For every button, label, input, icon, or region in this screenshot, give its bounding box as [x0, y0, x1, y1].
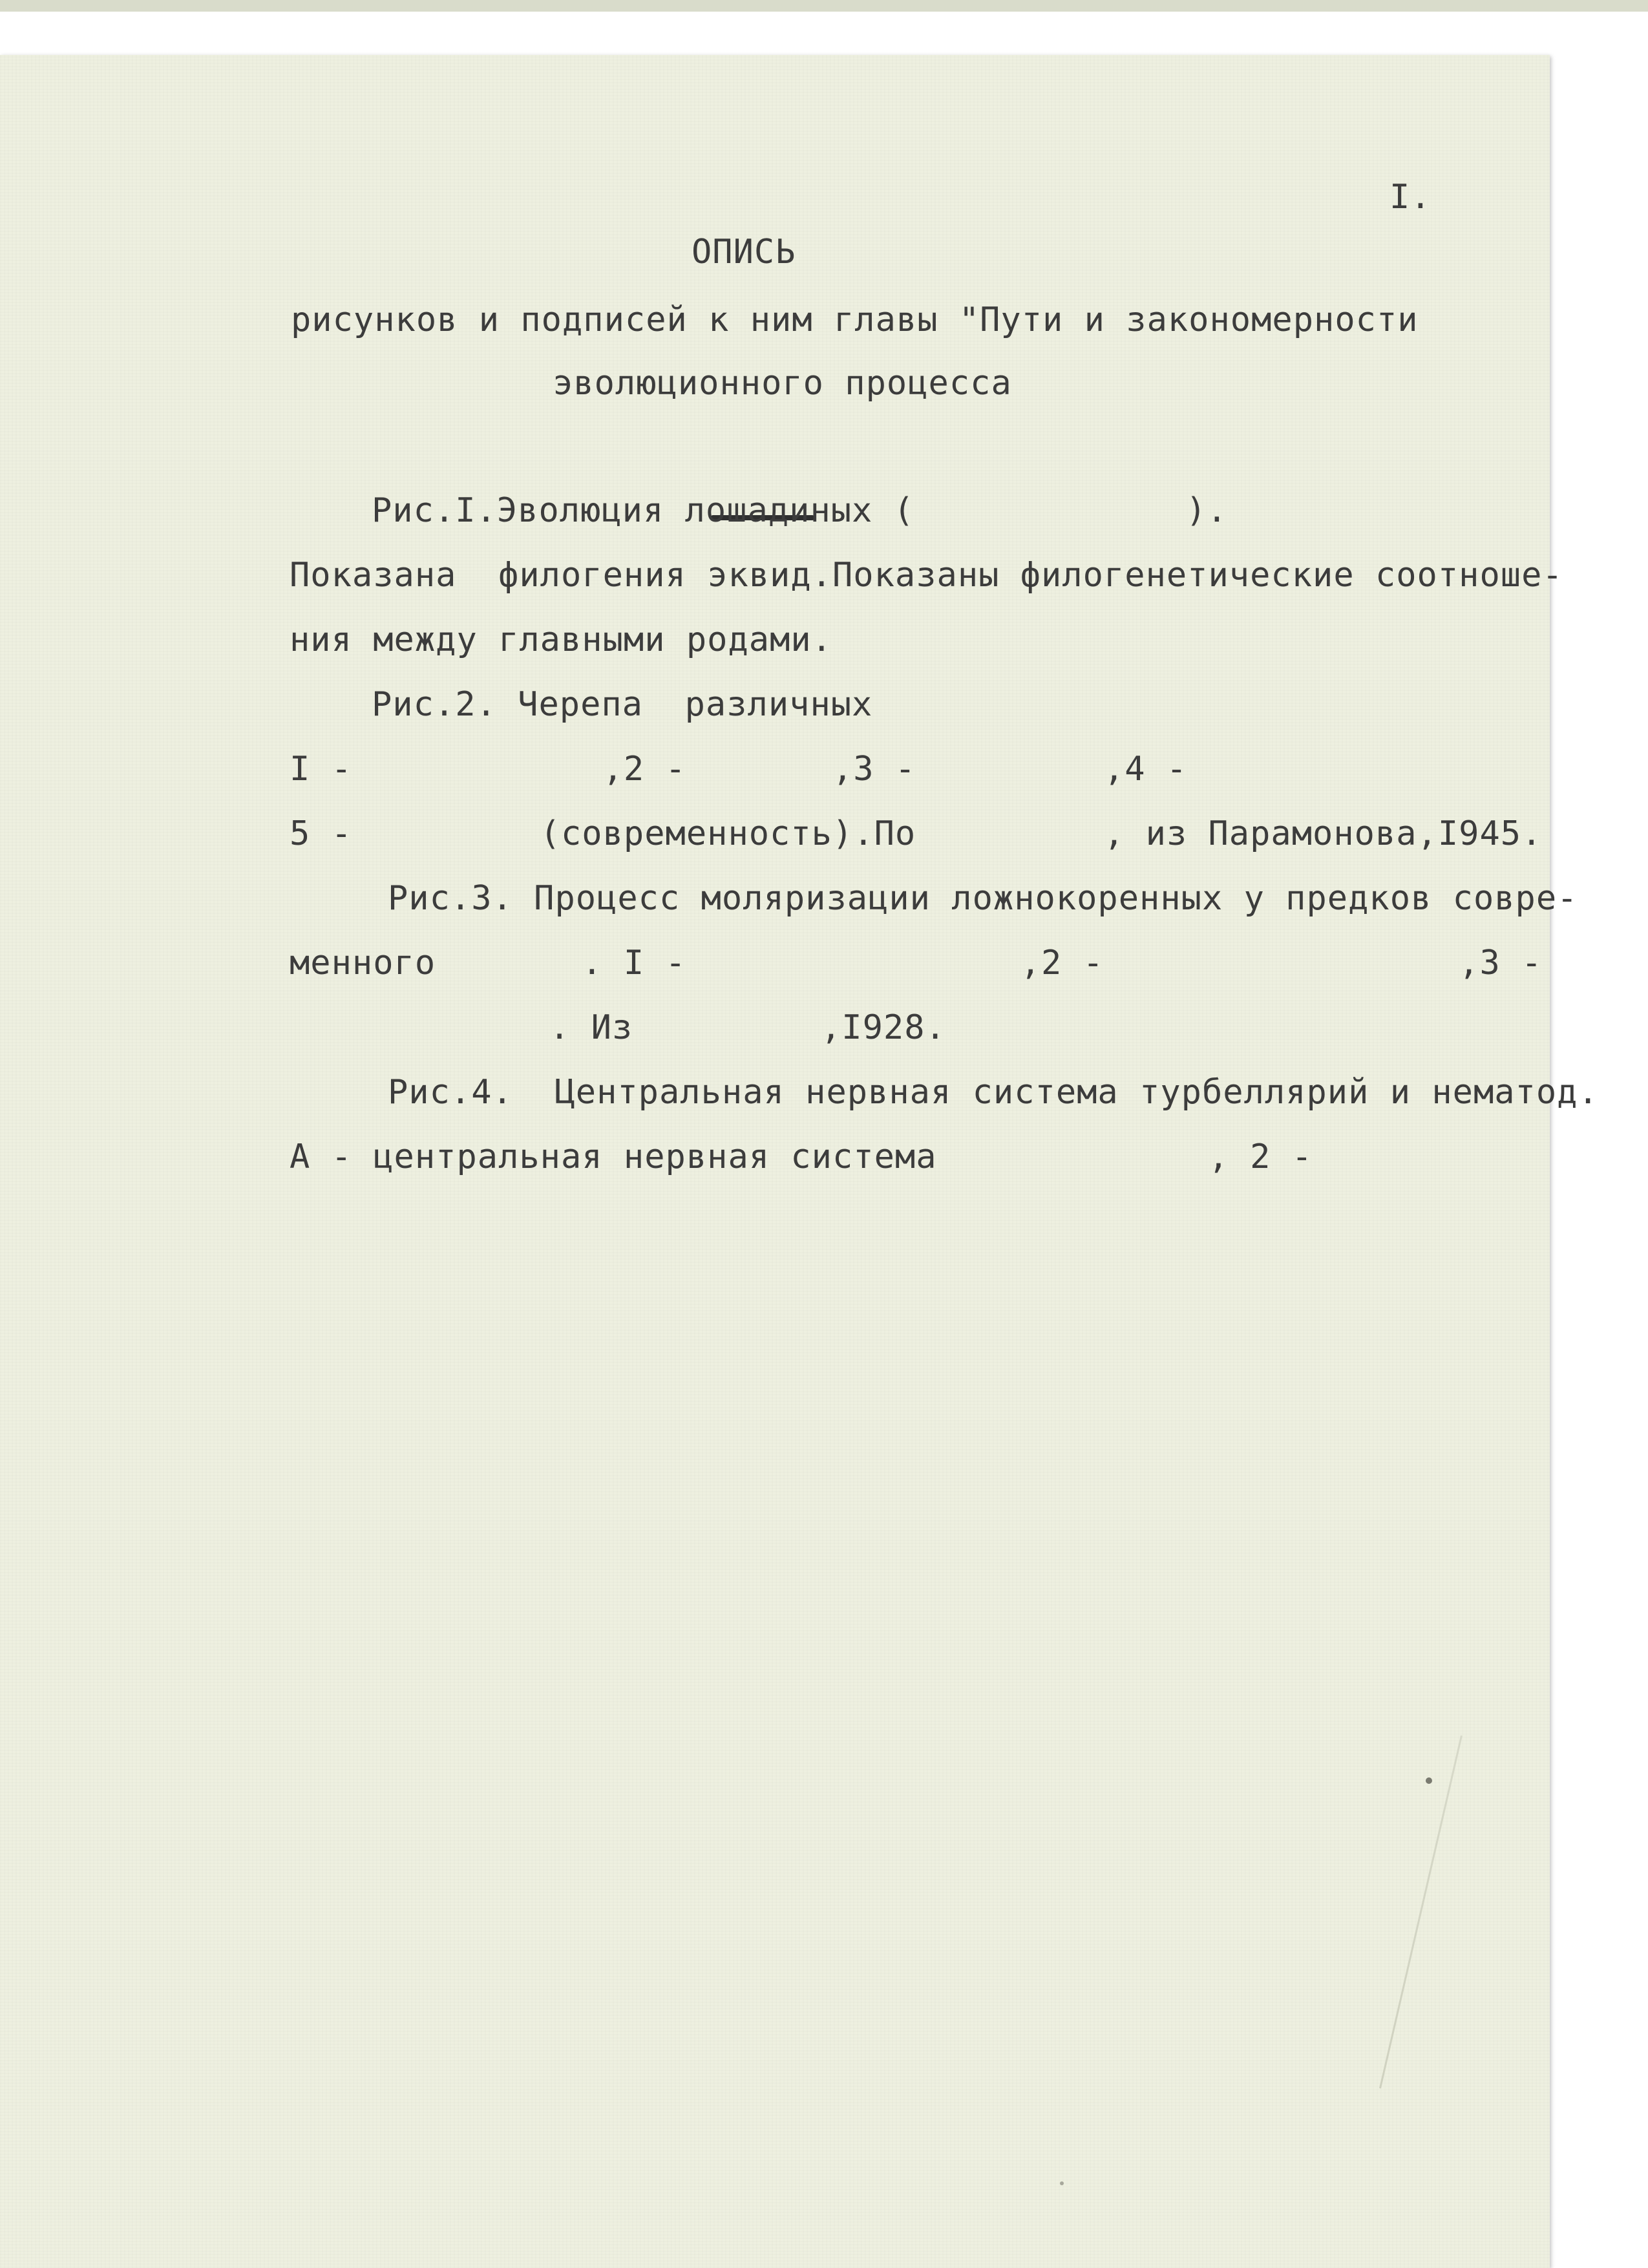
fig3-list-line-2: . Из ,I928.: [549, 1008, 946, 1047]
subtitle-line-1: рисунков и подписей к ним главы "Пути и закономерности: [291, 301, 1419, 339]
ink-speck: [1060, 2181, 1064, 2185]
paper-crease: [1379, 1735, 1463, 2088]
ink-speck: [1426, 1777, 1432, 1784]
fig1-description-line-1: Показана филогения эквид.Показаны филогенетические соотноше-: [290, 556, 1563, 595]
fig4-list-line-1: А - центральная нервная система , 2 -: [290, 1138, 1313, 1176]
fig3-list-line-1: менного . I - ,2 - ,3 -: [290, 944, 1543, 982]
fig2-list-line-2: 5 - (современность).По , из Парамонова,I945.: [290, 814, 1543, 853]
fig2-list-line-1: I - ,2 - ,3 - ,4 -: [290, 750, 1188, 789]
paper-sheet: [0, 55, 1599, 2268]
subtitle-line-2: эволюционного процесса: [553, 364, 1012, 403]
scanner-edge: [0, 0, 1648, 12]
fig2-title: Рис.2. Черепа различных: [372, 685, 873, 724]
page-number: I.: [1389, 178, 1431, 217]
fig3-title: Рис.3. Процесс моляризации ложнокоренных у предков совре-: [388, 879, 1578, 918]
page-title: ОПИСЬ: [692, 233, 796, 271]
fig4-title: Рис.4. Центральная нервная система турбеллярий и нематод.: [388, 1073, 1599, 1112]
fig1-description-line-2: ния между главными родами.: [290, 620, 832, 659]
fig1-title: Рис.I.Эволюция лошадиных ( ).: [372, 491, 1228, 530]
